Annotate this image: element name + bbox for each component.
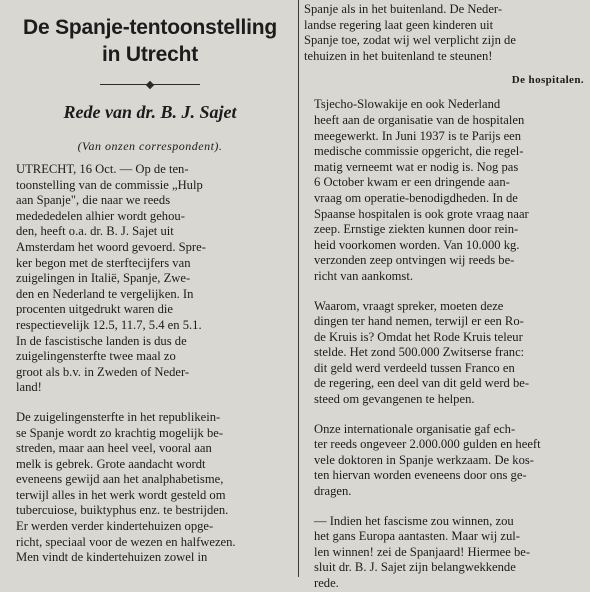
text-line: streden, maar aan heel veel, vooral aan bbox=[16, 441, 212, 456]
text-line: tehuizen in het buitenland te steunen! bbox=[304, 48, 493, 63]
text-line: land! bbox=[16, 380, 42, 395]
text-line: zuigelingensterfte twee maal zo bbox=[16, 349, 176, 364]
text-line: heid voorkomen worden. Van 10.000 kg. bbox=[314, 237, 520, 252]
text-line: verzonden zeep ontvingen wij reeds be- bbox=[314, 253, 515, 268]
text-line: Spanje als in het buitenland. De Neder- bbox=[304, 2, 503, 16]
text-line: de regering, een deel van dit geld werd be- bbox=[314, 376, 530, 391]
text-line: stelde. Het zond 500.000 Zwitserse franc: bbox=[314, 345, 525, 360]
text-line: Amsterdam het woord gevoerd. Spre- bbox=[16, 239, 206, 254]
text-line: Waarom, vraagt spreker, moeten deze bbox=[314, 298, 504, 313]
section-subheading: De hospitalen. bbox=[511, 74, 584, 87]
text-line: procenten uitgedrukt waren die bbox=[16, 302, 174, 317]
text-line: groot als b.v. in Zweden of Neder- bbox=[16, 364, 190, 379]
text-line: melk is gebrek. Grote aandacht wordt bbox=[16, 456, 206, 471]
text-line: het gans Europa aantasten. Maar wij zul- bbox=[314, 529, 520, 544]
paragraph-red-cross bbox=[304, 299, 584, 408]
text-line: De zuigelingensterfte in het republikein- bbox=[16, 409, 221, 424]
text-line: heeft aan de organisatie van de hospitalen bbox=[314, 112, 525, 127]
right-column bbox=[304, 2, 584, 590]
article-subheadline: Rede van dr. B. J. Sajet bbox=[63, 102, 237, 122]
text-line: In de fascistische landen is dus de bbox=[16, 333, 187, 348]
paragraph-spacer bbox=[304, 88, 584, 97]
divider-diamond bbox=[146, 81, 154, 89]
text-line: terwijl alles in het werk wordt gesteld om bbox=[16, 487, 226, 502]
headline-line-1: De Spanje-tentoonstelling bbox=[22, 16, 277, 39]
text-line: toonstelling van de commissie „Hulp bbox=[16, 177, 203, 192]
column-rule bbox=[298, 0, 299, 577]
text-line: len winnen! zei de Spanjaard! Hiermee be- bbox=[314, 544, 531, 559]
text-line: Tsjecho-Slowakije en ook Nederland bbox=[314, 97, 501, 112]
text-line: respectievelijk 12.5, 11.7, 5.4 en 5.1. bbox=[16, 317, 202, 332]
headline-line-2: in Utrecht bbox=[101, 43, 198, 66]
text-line: vraag om operatie-benodigdheden. In de bbox=[314, 190, 518, 205]
text-line: eveneens gewijd aan het analphabetisme, bbox=[16, 472, 224, 487]
paragraph-spacer bbox=[304, 408, 584, 422]
text-line: sluit dr. B. J. Sajet zijn belangwekkende bbox=[314, 560, 516, 575]
text-line: — Indien het fascisme zou winnen, zou bbox=[314, 513, 514, 528]
paragraph-spacer bbox=[6, 396, 294, 410]
text-line: rede. bbox=[314, 576, 339, 590]
ornament-divider bbox=[100, 82, 200, 88]
text-line: den, heeft o.a. dr. B. J. Sajet uit bbox=[16, 224, 174, 239]
text-line: aan Spanje", die naar we reeds bbox=[16, 193, 171, 208]
paragraph-closing bbox=[304, 514, 584, 592]
text-line: richt, speciaal voor de wezen en halfwezen. bbox=[16, 534, 236, 549]
text-line: medische commissie opgericht, die regel- bbox=[314, 144, 524, 159]
text-line: ter reeds ongeveer 2.000.000 gulden en heeft bbox=[314, 437, 541, 452]
text-line: dingen ter hand nemen, terwijl er een Ro- bbox=[314, 314, 524, 329]
text-line: se Spanje wordt zo krachtig mogelijk be- bbox=[16, 425, 224, 440]
text-line: vele doktoren in Spanje werkzaam. De kos- bbox=[314, 452, 534, 467]
paragraph-hospitals bbox=[304, 97, 584, 284]
text-line: 6 October kwam er een dringende aan- bbox=[314, 175, 510, 190]
left-column bbox=[6, 2, 294, 575]
text-line: matig verneemt wat er nodig is. Nog pas bbox=[314, 159, 519, 174]
text-line: Er werden verder kindertehuizen opge- bbox=[16, 519, 214, 534]
paragraph-spacer bbox=[304, 285, 584, 299]
text-line: ker begon met de sterftecijfers van bbox=[16, 255, 191, 270]
text-line: tubercuiose, buiktyphus enz. te bestrijden. bbox=[16, 503, 229, 518]
paragraph-continuation bbox=[304, 2, 584, 64]
text-line: dragen. bbox=[314, 484, 352, 499]
text-line: dit geld werd verdeeld tussen Franco en bbox=[314, 360, 515, 375]
text-line: Spanje toe, zodat wij wel verplicht zijn de bbox=[304, 33, 516, 48]
text-line: Men vindt de kindertehuizen zowel in bbox=[16, 550, 208, 565]
text-line: Spaanse hospitalen is ook grote vraag naar bbox=[314, 206, 529, 221]
text-line: Onze internationale organisatie gaf ech- bbox=[314, 421, 516, 436]
text-line: richt van aankomst. bbox=[314, 268, 413, 283]
text-line: zuigelingen in Italië, Spanje, Zwe- bbox=[16, 271, 191, 286]
text-line: steed om gevangenen te helpen. bbox=[314, 392, 475, 407]
paragraph-intro bbox=[6, 162, 294, 396]
byline: (Van onzen correspondent). bbox=[77, 139, 223, 153]
paragraph-infant-mortality bbox=[6, 410, 294, 566]
text-line: UTRECHT, 16 Oct. — Op de ten- bbox=[16, 162, 189, 176]
text-line: ten hiervan worden eveneens door ons ge- bbox=[314, 468, 527, 483]
text-line: landse regering laat geen kinderen uit bbox=[304, 17, 494, 32]
paragraph-spacer bbox=[304, 64, 584, 73]
article-headline bbox=[6, 14, 294, 68]
text-line: den en Nederland te vergelijken. In bbox=[16, 286, 194, 301]
text-line: medededelen alhier wordt gehou- bbox=[16, 208, 185, 223]
text-line: zeep. Ernstige ziekten kunnen door rein- bbox=[314, 222, 519, 237]
paragraph-organisation bbox=[304, 422, 584, 500]
paragraph-spacer bbox=[304, 500, 584, 514]
text-line: de Kruis is? Omdat het Rode Kruis teleur bbox=[314, 329, 523, 344]
text-line: meegewerkt. In Juni 1937 is te Parijs een bbox=[314, 128, 522, 143]
